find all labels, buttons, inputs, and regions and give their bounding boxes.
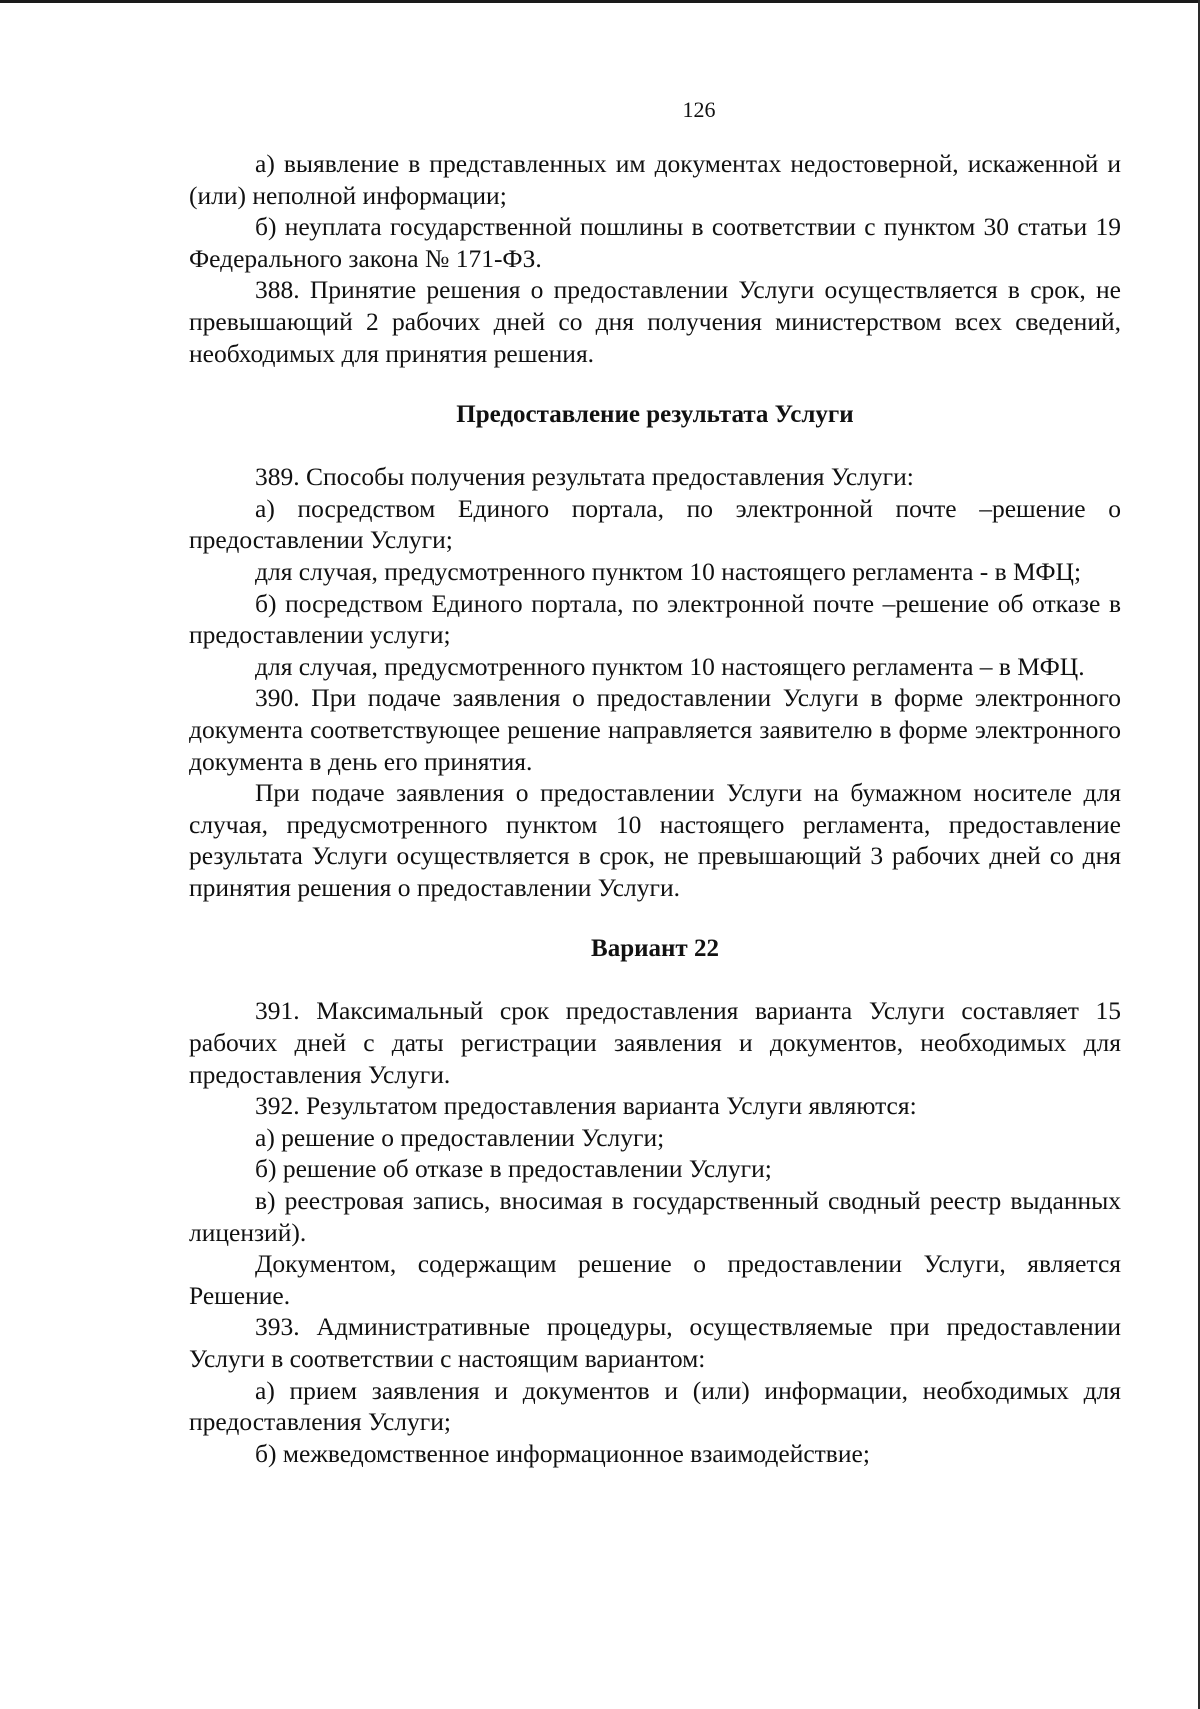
paragraph: б) межведомственное информационное взаимодействие;	[255, 1438, 870, 1468]
paragraph: 389. Способы получения результата предоставления Услуги:	[255, 462, 914, 492]
paragraph: б) неуплата государственной пошлины в соответствии с пунктом 30 статьи 19 Федерального закона № 171-ФЗ.	[189, 212, 1121, 273]
paragraph: для случая, предусмотренного пунктом 10 настоящего регламента - в МФЦ;	[255, 556, 1082, 586]
paragraph: 390. При подаче заявления о предоставлении Услуги в форме электронного документа соответствующее решение направляется заявителю в форме электронного документа в день его принятия.	[189, 683, 1121, 776]
paragraph: а) посредством Единого портала, по электронной почте –решение о предоставлении Услуги;	[189, 493, 1121, 555]
document-page	[189, 94, 1121, 1469]
paragraph: б) посредством Единого портала, по электронной почте –решение об отказе в предоставлении услуги;	[189, 588, 1121, 650]
paragraph: 392. Результатом предоставления варианта Услуги являются:	[255, 1091, 917, 1121]
paragraph: в) реестровая запись, вносимая в государственный сводный реестр выданных лицензий).	[189, 1186, 1121, 1247]
paragraph: 393. Административные процедуры, осуществляемые при предоставлении Услуги в соответствии с настоящим вариантом:	[189, 1312, 1121, 1373]
paragraph: а) прием заявления и документов и (или) информации, необходимых для предоставления Услуги;	[189, 1375, 1121, 1437]
paragraph: для случая, предусмотренного пунктом 10 настоящего регламента – в МФЦ.	[255, 651, 1085, 681]
page-number: 126	[682, 97, 716, 122]
paragraph: а) выявление в представленных им документах недостоверной, искаженной и (или) неполной информации;	[189, 149, 1121, 210]
paragraph: 388. Принятие решения о предоставлении Услуги осуществляется в срок, не превышающий 2 рабочих дней со дня получения министерством всех сведений, необходимых для принятия решения.	[189, 275, 1121, 368]
paragraph: Документом, содержащим решение о предоставлении Услуги, является Решение.	[189, 1249, 1121, 1310]
paragraph: 391. Максимальный срок предоставления варианта Услуги составляет 15 рабочих дней с даты регистрации заявления и документов, необходимых для предоставления Услуги.	[189, 996, 1121, 1089]
section-heading: Предоставление результата Услуги	[456, 401, 854, 429]
paragraph: а) решение о предоставлении Услуги;	[255, 1122, 665, 1152]
scan-top-border	[0, 0, 1200, 3]
section-heading: Вариант 22	[591, 935, 719, 963]
paragraph: При подаче заявления о предоставлении Услуги на бумажном носителе для случая, предусмотренного пунктом 10 настоящего регламента, предоставление результата Услуги осуществляется в срок, не превышающий 3 рабочих дней со дня принятия решения о предоставлении Услуги.	[189, 778, 1121, 902]
paragraph: б) решение об отказе в предоставлении Услуги;	[255, 1154, 772, 1184]
